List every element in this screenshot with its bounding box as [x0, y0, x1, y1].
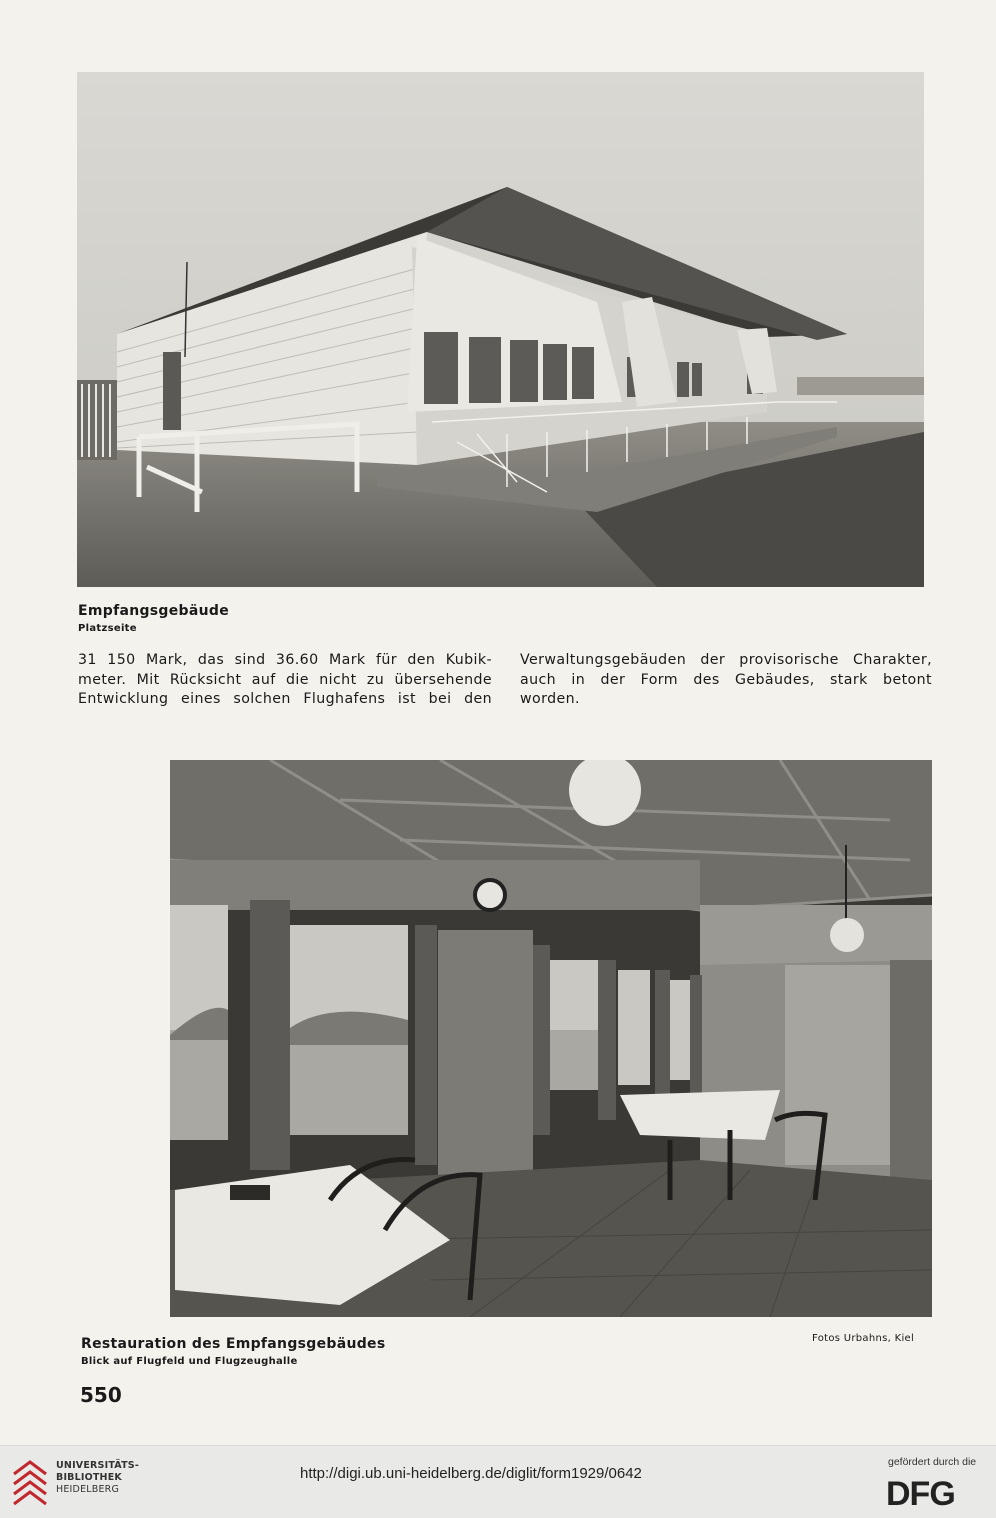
library-name-line-1: UNIVERSITÄTS-: [56, 1460, 139, 1471]
library-name-line-3: HEIDELBERG: [56, 1484, 120, 1495]
body-text-left-column: [78, 651, 492, 710]
body-text-line: auch in der Form des Gebäudes, stark betont: [520, 671, 932, 688]
permalink-url[interactable]: http://digi.ub.uni-heidelberg.de/diglit/form1929/0642: [300, 1465, 642, 1482]
photo-restaurant-interior: [170, 760, 932, 1317]
dfg-logo: DFG: [886, 1475, 955, 1513]
funded-by-label: gefördert durch die: [888, 1456, 977, 1468]
figure-top-title: Empfangsgebäude: [78, 603, 230, 619]
reception-building-photo-drawing: [77, 72, 924, 587]
body-text-right-column: [520, 651, 932, 710]
photo-credit: Fotos Urbahns, Kiel: [812, 1333, 915, 1344]
body-text-line: Verwaltungsgebäuden der provisorische Charakter,: [520, 652, 932, 668]
body-text-line: 31 150 Mark, das sind 36.60 Mark für den Kubik-: [78, 652, 492, 668]
body-text-line: worden.: [520, 691, 580, 707]
body-text-line: meter. Mit Rücksicht auf die nicht zu übersehende: [78, 671, 492, 688]
figure-bottom-subtitle: Blick auf Flugfeld und Flugzeughalle: [81, 1356, 298, 1367]
digital-library-footer: [0, 1445, 996, 1518]
library-name-line-2: BIBLIOTHEK: [56, 1472, 122, 1483]
figure-bottom-title: Restauration des Empfangsgebäudes: [81, 1336, 386, 1352]
restaurant-interior-photo-drawing: [170, 760, 932, 1317]
university-library-logo-icon: [10, 1456, 50, 1510]
page-number: 550: [80, 1383, 122, 1407]
figure-top-subtitle: Platzseite: [78, 623, 137, 634]
photo-reception-building: [77, 72, 924, 587]
body-text-line: Entwicklung eines solchen Flughafens ist bei den: [78, 691, 492, 707]
